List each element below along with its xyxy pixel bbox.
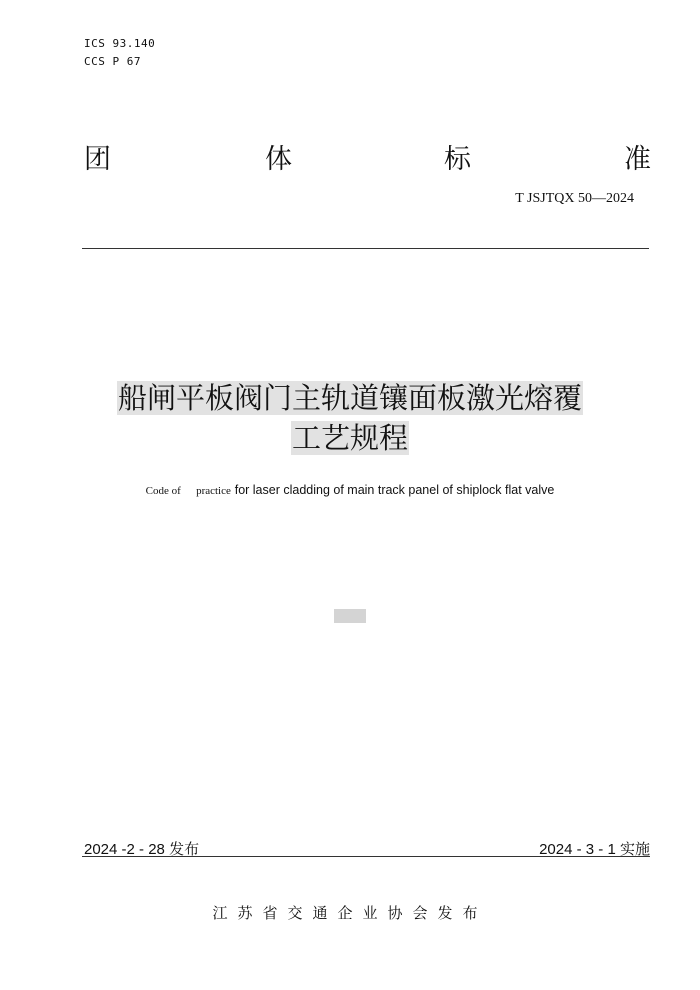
standard-number: T JSJTQX 50—2024 [515,191,634,206]
english-title [0,483,700,497]
bottom-divider [82,856,650,857]
english-title-part-2: practice [196,485,231,497]
title-line-2 [0,419,700,457]
issue-date-label: 发布 [169,840,200,858]
heading-char-1: 团 [84,144,111,175]
title-line-1 [0,379,700,417]
implement-date-value: 2024 - 3 - 1 [539,841,616,858]
title-line-2-text: 工艺规程 [291,421,408,455]
placeholder-box [334,609,366,623]
issue-date-value: 2024 -2 - 28 [84,841,165,858]
heading-char-4: 准 [624,144,651,175]
english-title-part-1: Code of [145,485,181,497]
english-title-part-3: for laser cladding of main track panel of shiplock flat valve [234,483,555,497]
heading-char-2: 体 [265,144,292,175]
ics-code: ICS 93.140 [84,37,156,50]
publisher: 江苏省交通企业协会发布 [212,904,488,922]
implement-date-label: 实施 [619,840,650,858]
top-divider [82,248,649,249]
title-line-1-text: 船闸平板阀门主轨道镶面板激光熔覆 [117,381,582,415]
ccs-code: CCS P 67 [84,55,141,68]
heading-char-3: 标 [444,144,471,175]
